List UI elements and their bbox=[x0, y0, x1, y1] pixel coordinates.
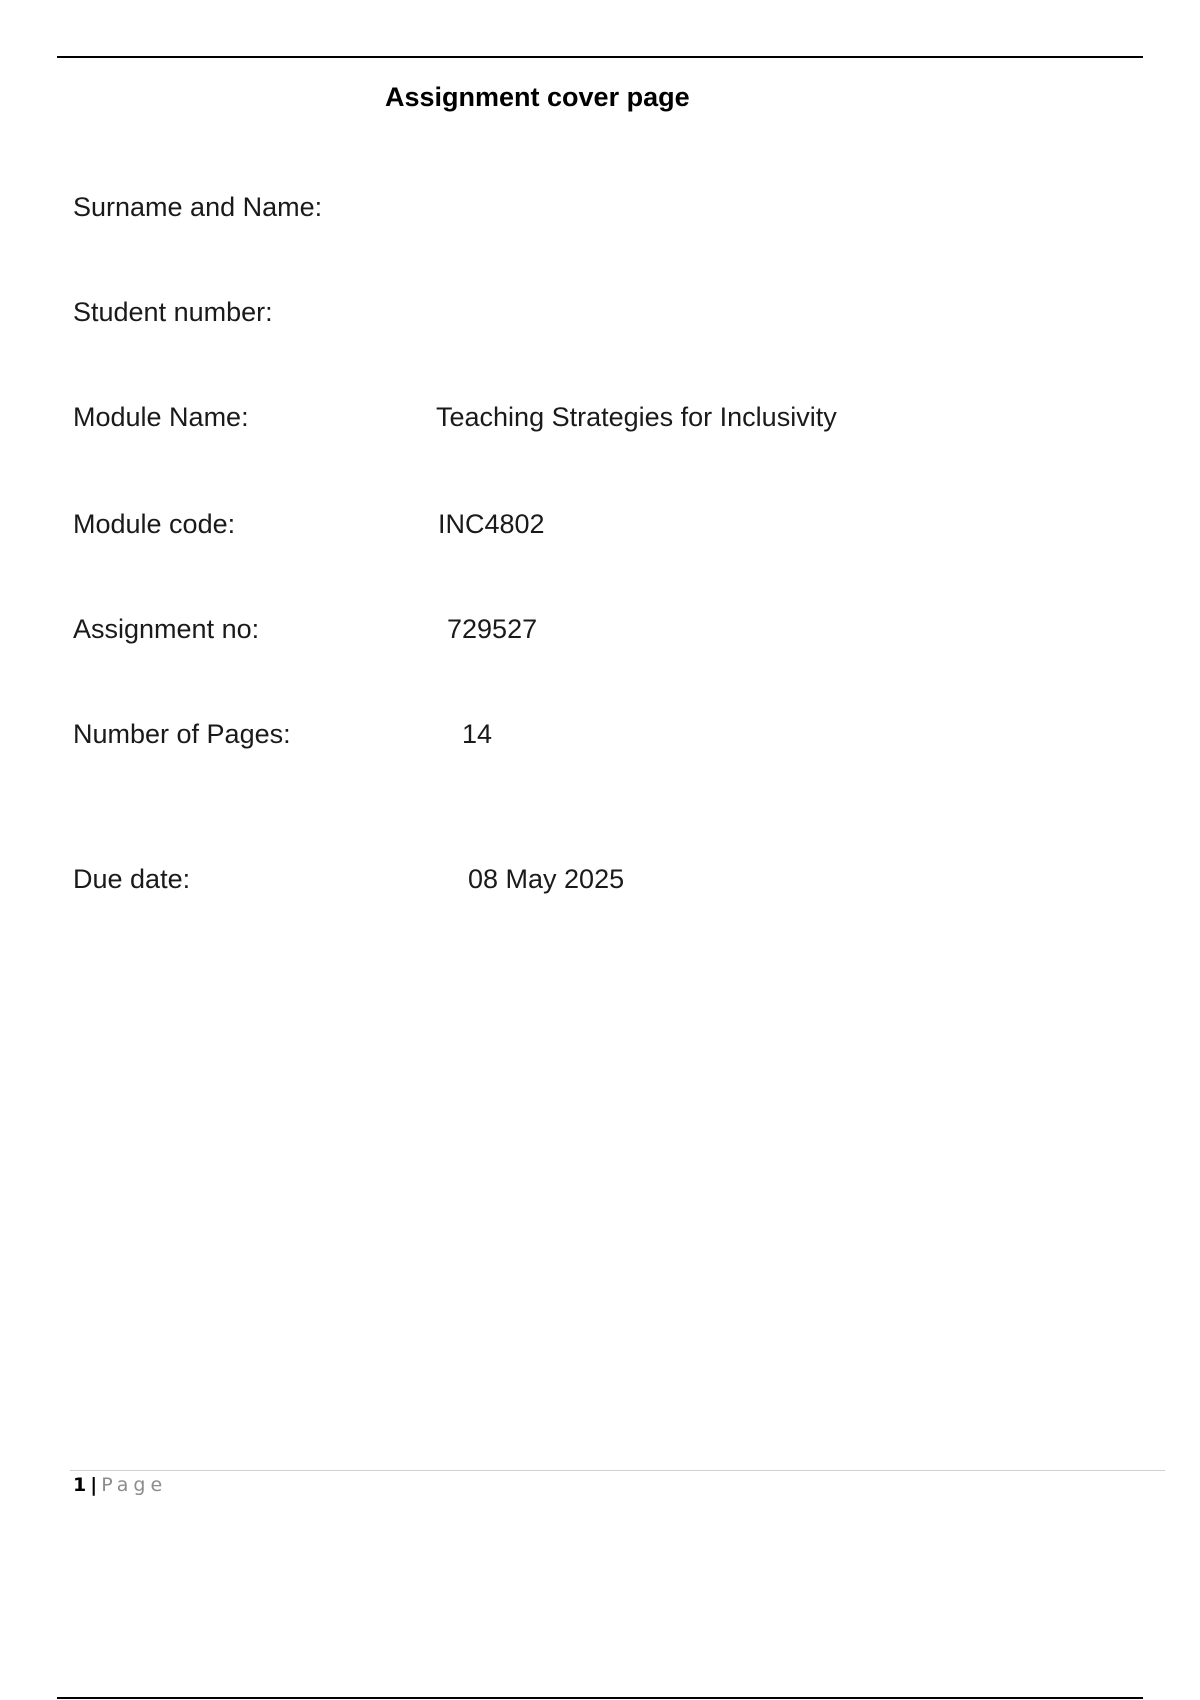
module-code-value: INC4802 bbox=[438, 509, 545, 539]
page-title: Assignment cover page bbox=[385, 82, 690, 112]
due-date-value: 08 May 2025 bbox=[468, 864, 625, 894]
assignment-no-label: Assignment no: bbox=[73, 614, 260, 644]
student-number-label: Student number: bbox=[73, 297, 273, 327]
assignment-no-value: 729527 bbox=[447, 614, 538, 644]
number-of-pages-label: Number of Pages: bbox=[73, 719, 291, 749]
footer-divider bbox=[70, 1470, 1165, 1471]
number-of-pages-value: 14 bbox=[462, 719, 493, 749]
top-divider bbox=[57, 56, 1143, 58]
module-name-label: Module Name: bbox=[73, 402, 249, 432]
module-code-label: Module code: bbox=[73, 509, 236, 539]
module-name-value: Teaching Strategies for Inclusivity bbox=[436, 402, 837, 432]
footer-separator: | bbox=[90, 1474, 98, 1496]
page-word: Page bbox=[101, 1474, 168, 1496]
page-footer bbox=[73, 1474, 167, 1496]
surname-name-label: Surname and Name: bbox=[73, 192, 323, 222]
page-number: 1 bbox=[73, 1474, 87, 1496]
bottom-divider bbox=[57, 1697, 1143, 1699]
due-date-label: Due date: bbox=[73, 864, 191, 894]
